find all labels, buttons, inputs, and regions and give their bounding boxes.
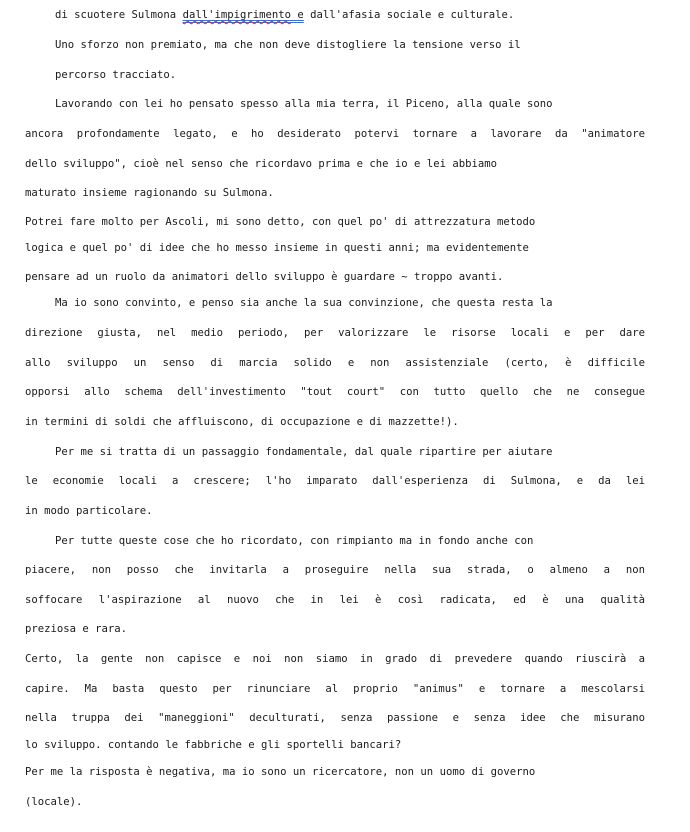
text-line-6: dello sviluppo", cioè nel senso che ricordavo prima e che io e lei abbiamo <box>25 158 497 170</box>
text-line-20: piacere, non posso che invitarla a proseguire nella sua strada, o almeno a non <box>25 564 645 576</box>
text-line-9: logica e quel po' di idee che ho messo insieme in questi anni; ma evidentemente <box>25 242 529 254</box>
text-line-19: Per tutte queste cose che ho ricordato, con rimpianto ma in fondo anche con <box>55 535 534 547</box>
text-line-11: Ma io sono convinto, e penso sia anche la sua convinzione, che questa resta la <box>55 297 553 309</box>
text-line-24: capire. Ma basta questo per rinunciare al proprio "animus" e tornare a mescolarsi <box>25 683 645 695</box>
text-line-14: opporsi allo schema dell'investimento "tout court" con tutto quello che ne consegue <box>25 386 645 398</box>
text-line-23: Certo, la gente non capisce e noi non siamo in grado di prevedere quando riuscirà a <box>25 653 645 665</box>
text-line-18: in modo particolare. <box>25 505 153 517</box>
text-line-5: ancora profondamente legato, e ho desiderato potervi tornare a lavorare da "animatore <box>25 128 645 140</box>
spelling-flag-word: dall'impigrimento <box>182 9 291 21</box>
text-line-3: percorso tracciato. <box>55 69 177 81</box>
text-line-8: Potrei fare molto per Ascoli, mi sono detto, con quel po' di attrezzatura metodo <box>25 216 536 228</box>
text-line-15: in termini di soldi che affluiscono, di occupazione e di mazzette!). <box>25 416 459 428</box>
text-line-12: direzione giusta, nel medio periodo, per valorizzare le risorse locali e per dare <box>25 327 645 339</box>
text-line-1-end: dall'afasia sociale e culturale. <box>303 9 515 21</box>
text-line-1-start: di scuotere Sulmona <box>55 9 183 21</box>
text-line-1 <box>55 8 514 22</box>
text-line-26: lo sviluppo. contando le fabbriche e gli sportelli bancari? <box>25 739 402 751</box>
text-line-25: nella truppa dei "maneggioni" deculturati, senza passione e senza idee che misurano <box>25 712 645 724</box>
text-line-13: allo sviluppo un senso di marcia solido e non assistenziale (certo, è difficile <box>25 357 645 369</box>
text-line-4: Lavorando con lei ho pensato spesso alla mia terra, il Piceno, alla quale sono <box>55 98 553 110</box>
text-line-27: Per me la risposta è negativa, ma io sono un ricercatore, non un uomo di governo <box>25 766 536 778</box>
text-line-22: preziosa e rara. <box>25 623 128 635</box>
text-word-e: e <box>297 9 304 21</box>
text-line-28: (locale). <box>25 796 83 808</box>
grammar-flag-1 <box>183 9 304 21</box>
text-line-10: pensare ad un ruolo da animatori dello sviluppo è guardare ~ troppo avanti. <box>25 271 504 283</box>
text-line-17: le economie locali a crescere; l'ho imparato dall'esperienza di Sulmona, e da lei <box>25 475 645 487</box>
text-line-7: maturato insieme ragionando su Sulmona. <box>25 187 274 199</box>
text-line-2: Uno sforzo non premiato, ma che non deve distogliere la tensione verso il <box>55 39 521 51</box>
text-line-21: soffocare l'aspirazione al nuovo che in lei è così radicata, ed è una qualità <box>25 594 645 606</box>
text-line-16: Per me si tratta di un passaggio fondamentale, dal quale ripartire per aiutare <box>55 446 553 458</box>
